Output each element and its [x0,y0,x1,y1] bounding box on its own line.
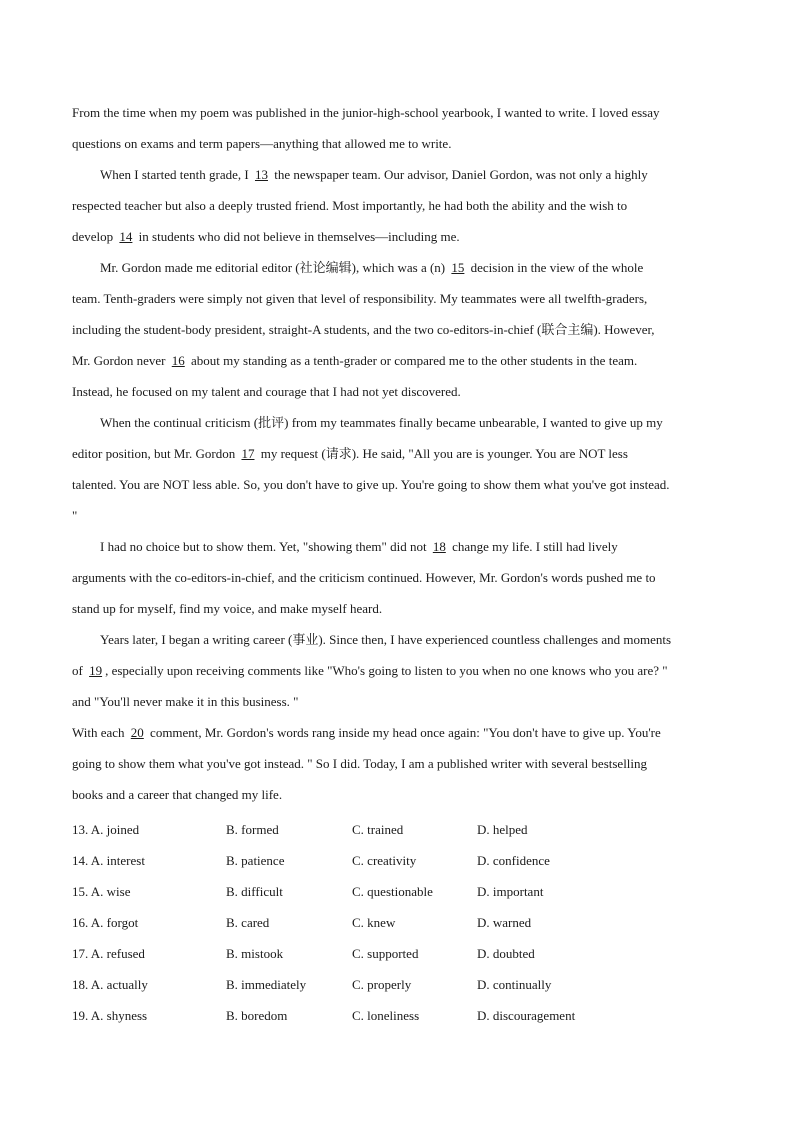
option-choice: C. creativity [352,853,417,868]
passage-line [72,407,722,438]
option-choice: B. formed [226,822,279,837]
passage [72,97,722,810]
option-choice: D. confidence [477,853,550,868]
option-choice: C. trained [352,822,404,837]
passage-line [72,469,722,500]
option-row [72,814,722,845]
passage-text: Instead, he focused on my talent and courage that I had not yet discovered. [72,384,461,399]
option-choice: D. continually [477,977,552,992]
passage-line [72,562,722,593]
passage-text: Mr. Gordon never [72,353,169,368]
option-choice: 16. A. forgot [72,915,139,930]
option-choice: C. properly [352,977,412,992]
passage-text: stand up for myself, find my voice, and make myself heard. [72,601,383,616]
passage-text: and "You'll never make it in this business. " [72,694,299,709]
option-choice: B. cared [226,915,270,930]
passage-line [72,717,722,748]
passage-line [72,779,722,810]
passage-text: When I started tenth grade, I [100,167,252,182]
option-choice: B. difficult [226,884,283,899]
passage-text: Mr. Gordon made me editorial editor (社论编辑), which was a (n) [100,260,449,275]
passage-line [72,221,722,252]
option-choice: B. immediately [226,977,307,992]
passage-text: With each [72,725,128,740]
option-choice: B. patience [226,853,285,868]
option-choice: B. boredom [226,1008,288,1023]
option-choice: 18. A. actually [72,977,148,992]
passage-line [72,97,722,128]
option-choice: D. helped [477,822,528,837]
passage-text: about my standing as a tenth-grader or compared me to the other students in the team. [187,353,638,368]
passage-line [72,190,722,221]
passage-text: talented. You are NOT less able. So, you don't have to give up. You're going to show them what you've got instead. [72,477,670,492]
option-choice: B. mistook [226,946,284,961]
blank-number: 13 [254,167,268,182]
passage-text: questions on exams and term papers—anything that allowed me to write. [72,136,452,151]
option-choice: C. supported [352,946,419,961]
option-choice: C. loneliness [352,1008,420,1023]
blank-number: 20 [130,725,144,740]
option-choice: 19. A. shyness [72,1008,148,1023]
passage-line [72,159,722,190]
passage-line [72,283,722,314]
passage-text: " [72,508,78,523]
passage-line [72,655,722,686]
option-row [72,969,722,1000]
blank-number: 17 [241,446,255,461]
passage-line [72,376,722,407]
passage-line [72,345,722,376]
passage-line [72,314,722,345]
answer-options [72,814,722,1031]
passage-line [72,748,722,779]
passage-text: team. Tenth-graders were simply not given that level of responsibility. My teammates were all twelfth-graders, [72,291,648,306]
passage-text: of [72,663,87,678]
passage-line [72,531,722,562]
option-row [72,1000,722,1031]
passage-line [72,624,722,655]
passage-text: From the time when my poem was published in the junior-high-school yearbook, I wanted to write. I loved essay [72,105,660,120]
passage-text: arguments with the co-editors-in-chief, and the criticism continued. However, Mr. Gordon's words pushed me to [72,570,656,585]
passage-text: When the continual criticism (批评) from my teammates finally became unbearable, I wanted to give up my [100,415,663,430]
passage-text: in students who did not believe in themselves—including me. [135,229,460,244]
option-row [72,907,722,938]
option-choice: C. questionable [352,884,433,899]
passage-line [72,686,722,717]
passage-text: develop [72,229,117,244]
passage-text: , especially upon receiving comments like "Who's going to listen to you when no one knows who you are? " [105,663,668,678]
passage-text: change my life. I still had lively [448,539,618,554]
passage-text: including the student-body president, straight-A students, and the two co-editors-in-chief (联合主编). However, [72,322,655,337]
passage-text: the newspaper team. Our advisor, Daniel Gordon, was not only a highly [270,167,648,182]
blank-number: 16 [171,353,185,368]
blank-number: 15 [451,260,465,275]
option-choice: 17. A. refused [72,946,145,961]
option-choice: 13. A. joined [72,822,140,837]
blank-number: 19 [89,663,103,678]
passage-text: going to show them what you've got instead. " So I did. Today, I am a published writer with several bestselling [72,756,648,771]
option-choice: D. discouragement [477,1008,576,1023]
option-row [72,876,722,907]
passage-text: comment, Mr. Gordon's words rang inside my head once again: "You don't have to give up. You're [146,725,661,740]
passage-line [72,438,722,469]
option-choice: D. important [477,884,544,899]
passage-text: I had no choice but to show them. Yet, "showing them" did not [100,539,430,554]
passage-line [72,593,722,624]
passage-text: books and a career that changed my life. [72,787,283,802]
blank-number: 14 [119,229,133,244]
option-choice: D. doubted [477,946,535,961]
option-choice: 15. A. wise [72,884,131,899]
option-row [72,845,722,876]
option-choice: C. knew [352,915,396,930]
option-choice: D. warned [477,915,532,930]
blank-number: 18 [432,539,446,554]
passage-text: Years later, I began a writing career (事业). Since then, I have experienced countless challenges and moments [100,632,672,647]
passage-text: editor position, but Mr. Gordon [72,446,239,461]
passage-text: respected teacher but also a deeply trusted friend. Most importantly, he had both the ability and the wish to [72,198,628,213]
option-row [72,938,722,969]
option-choice: 14. A. interest [72,853,145,868]
passage-line [72,500,722,531]
passage-text: my request (请求). He said, "All you are is younger. You are NOT less [257,446,628,461]
passage-line [72,128,722,159]
passage-text: decision in the view of the whole [467,260,644,275]
passage-line [72,252,722,283]
